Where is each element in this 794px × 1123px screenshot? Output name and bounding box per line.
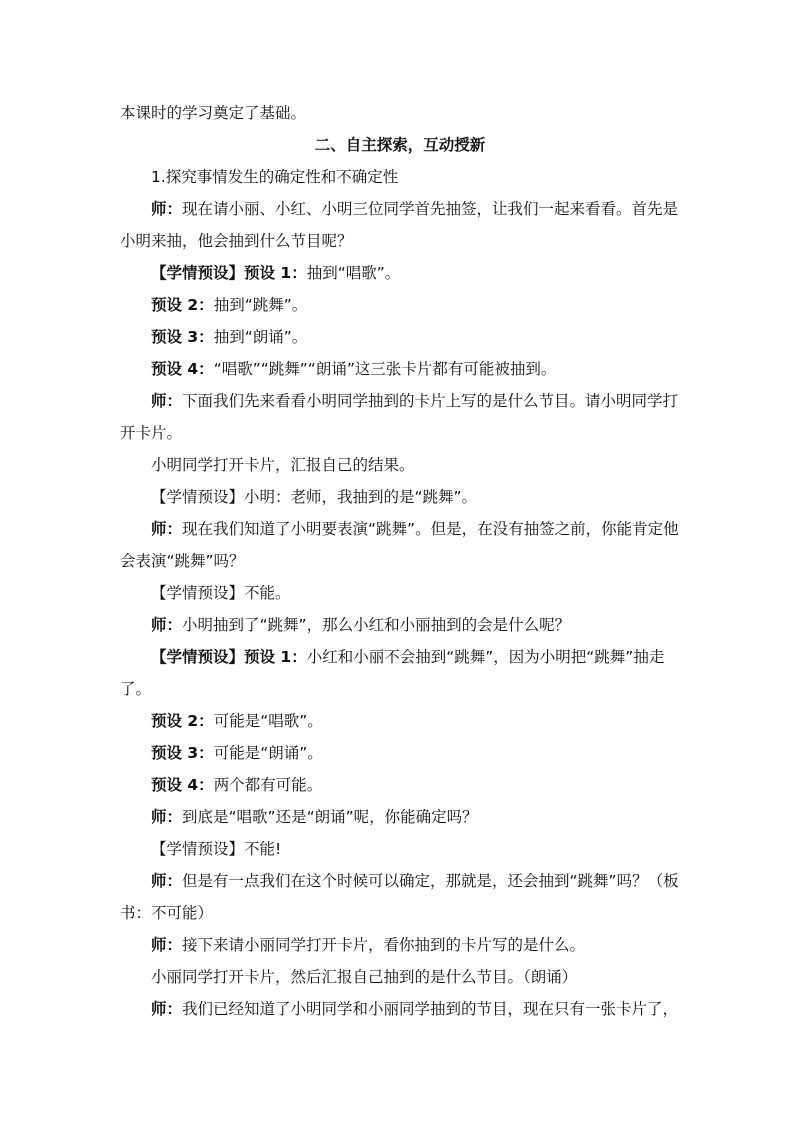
paragraph-text: 抽到“朗诵”。 (213, 328, 308, 346)
paragraph (120, 993, 680, 1025)
paragraph (120, 321, 680, 353)
speaker-label: 师： (151, 392, 183, 410)
paragraph-text: 抽到“唱歌”。 (306, 264, 401, 282)
preset-number: 预设 1： (244, 264, 307, 282)
paragraph (120, 193, 680, 257)
paragraph-text: 下面我们先来看看小明同学抽到的卡片上写的是什么节目。请小明同学打开卡片。 (120, 392, 679, 442)
preset-number: 预设 1： (244, 648, 307, 666)
paragraph-text: 抽到“跳舞”。 (213, 296, 308, 314)
paragraph (120, 801, 680, 833)
paragraph (120, 769, 680, 801)
paragraph: 【学情预设】不能。 (151, 584, 291, 602)
paragraph (120, 257, 680, 289)
paragraph-text: 现在请小丽、小红、小明三位同学首先抽签，让我们一起来看看。首先是小明来抽，他会抽到什么节目呢？ (120, 200, 679, 250)
paragraph: 【学情预设】小明：老师，我抽到的是“跳舞”。 (151, 488, 478, 506)
preset-number: 预设 2： (151, 296, 214, 314)
speaker-label: 师： (151, 936, 183, 954)
preset-number: 预设 2： (151, 712, 214, 730)
paragraph (120, 513, 680, 577)
preset-number: 预设 4： (151, 776, 214, 794)
section-heading: 二、自主探索，互动授新 (314, 136, 486, 154)
speaker-label: 师： (151, 200, 183, 218)
paragraph: 小丽同学打开卡片，然后汇报自己抽到的是什么节目。（朗诵） (151, 968, 578, 986)
speaker-label: 师： (151, 520, 183, 538)
paragraph-text: 我们已经知道了小明同学和小丽同学抽到的节目，现在只有一张卡片了， (182, 1000, 679, 1018)
paragraph-text: 接下来请小丽同学打开卡片，看你抽到的卡片写的是什么。 (182, 936, 586, 954)
paragraph-text: 现在我们知道了小明要表演“跳舞”。但是，在没有抽签之前，你能肯定他会表演“跳舞”吗？ (120, 520, 679, 570)
paragraph-text: 两个都有可能。 (213, 776, 323, 794)
speaker-label: 师： (151, 616, 183, 634)
speaker-label: 师： (151, 808, 183, 826)
preset-number: 预设 3： (151, 328, 214, 346)
paragraph: 小明同学打开卡片，汇报自己的结果。 (151, 456, 415, 474)
preset-number: 预设 3： (151, 744, 214, 762)
speaker-label: 师： (151, 872, 183, 890)
paragraph-text: 可能是“唱歌”。 (213, 712, 323, 730)
paragraph-text: 到底是“唱歌”还是“朗诵”呢，你能确定吗？ (182, 808, 478, 826)
document-body (120, 97, 680, 1025)
paragraph (120, 865, 680, 929)
paragraph-text: “唱歌”“跳舞”“朗诵”这三张卡片都有可能被抽到。 (213, 360, 557, 378)
paragraph (120, 929, 680, 961)
paragraph (120, 737, 680, 769)
paragraph-text: 小明抽到了“跳舞”，那么小红和小丽抽到的会是什么呢？ (182, 616, 571, 634)
paragraph (120, 289, 680, 321)
preset-label: 【学情预设】 (151, 264, 245, 282)
paragraph: 【学情预设】不能! (151, 840, 282, 858)
subsection-title: 1.探究事情发生的确定性和不确定性 (151, 168, 399, 186)
preset-label: 【学情预设】 (151, 648, 245, 666)
paragraph (120, 609, 680, 641)
paragraph (120, 705, 680, 737)
speaker-label: 师： (151, 1000, 183, 1018)
paragraph: 本课时的学习奠定了基础。 (120, 104, 307, 122)
paragraph (120, 353, 680, 385)
paragraph (120, 641, 680, 705)
paragraph-text: 可能是“朗诵”。 (213, 744, 323, 762)
paragraph (120, 385, 680, 449)
preset-number: 预设 4： (151, 360, 214, 378)
paragraph-text: 但是有一点我们在这个时候可以确定，那就是，还会抽到“跳舞”吗？（板书：不可能） (120, 872, 679, 922)
paragraph-text: 小红和小丽不会抽到“跳舞”，因为小明把“跳舞”抽走了。 (120, 648, 665, 698)
